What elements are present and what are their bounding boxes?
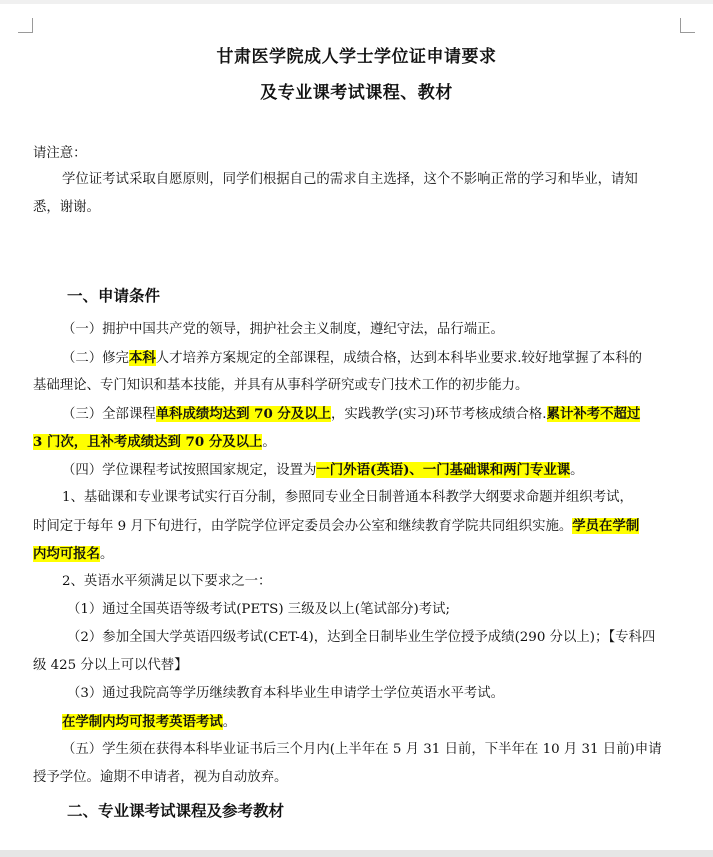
page-bottom-edge: [0, 850, 713, 857]
text-run: （四）学位课程考试按照国家规定，设置为: [62, 463, 317, 478]
note-1-line2: [33, 516, 639, 537]
section1-heading: 一、申请条件: [67, 286, 161, 305]
text-run: 时间定于每年 9 月下旬进行，由学院学位评定委员会办公室和继续教育学院共同组织实施。: [33, 519, 573, 534]
highlight-makeup-score: 3 门次，且补考成绩达到 70 分及以上: [33, 434, 263, 450]
english-note: [62, 712, 236, 733]
highlight-enrollment-cont: 内均可报名: [33, 546, 100, 562]
highlight-score-requirement: 单科成绩均达到 70 分及以上: [155, 406, 331, 422]
condition-5-line1: （五）学生须在获得本科毕业证书后三个月内(上半年在 5 月 31 日前，下半年在 10 月 31 日前)申请: [62, 742, 662, 757]
text-run: 人才培养方案规定的全部课程，成绩合格，达到本科毕业要求.较好地掌握了本科的: [155, 351, 643, 366]
text-run: 。: [99, 547, 114, 562]
english-option-1: （1）通过全国英语等级考试(PETS) 三级及以上(笔试部分)考试;: [67, 602, 451, 617]
text-run: （三）全部课程: [62, 407, 156, 422]
condition-2-line2: 基础理论、专门知识和基本技能，并具有从事科学研究或专门技术工作的初步能力。: [33, 378, 529, 393]
text-run: （二）修完: [62, 351, 129, 366]
notice-body-line2: 悉，谢谢。: [33, 200, 100, 215]
highlight-makeup-limit: 累计补考不超过: [546, 406, 641, 422]
note-1-line1: 1、基础课和专业课考试实行百分制，参照同专业全日制普通本科教学大纲要求命题并组织考试，: [62, 490, 633, 505]
margin-corner-marker-left: [18, 18, 33, 33]
highlight-undergrad: 本科: [128, 350, 156, 366]
note-2: 2、英语水平须满足以下要求之一：: [62, 574, 272, 589]
document-title: 甘肃医学院成人学士学位证申请要求: [216, 47, 497, 67]
english-option-3: （3）通过我院高等学历继续教育本科毕业生申请学士学位英语水平考试。: [67, 686, 505, 701]
notice-label: 请注意：: [33, 146, 87, 161]
condition-3-line2: [33, 432, 276, 453]
highlight-enrollment: 学员在学制: [572, 518, 640, 534]
text-run: 。: [262, 435, 276, 450]
section2-heading: 二、专业课考试课程及参考教材: [67, 801, 285, 820]
text-run: 。: [570, 463, 584, 478]
margin-corner-marker-right: [680, 18, 695, 33]
condition-4: [62, 460, 584, 481]
condition-3-line1: [62, 404, 640, 425]
text-run: ，实践教学(实习)环节考核成绩合格.: [331, 407, 547, 422]
page-top-edge: [0, 0, 713, 4]
text-run: 。: [222, 715, 237, 730]
notice-body-line1: 学位证考试采取自愿原则，同学们根据自己的需求自主选择，这个不影响正常的学习和毕业，请知: [62, 172, 638, 187]
english-option-2-line1: （2）参加全国大学英语四级考试(CET-4)，达到全日制毕业生学位授予成绩(290 分以上)；【专科四: [67, 630, 656, 645]
condition-5-line2: 授予学位。逾期不申请者，视为自动放弃。: [33, 770, 288, 785]
condition-2-line1: [62, 348, 642, 369]
highlight-english-exam: 在学制内均可报考英语考试: [62, 714, 223, 730]
highlight-degree-courses: 一门外语(英语)、一门基础课和两门专业课: [316, 462, 571, 478]
note-1-line3: [33, 544, 113, 565]
condition-1: （一）拥护中国共产党的领导，拥护社会主义制度，遵纪守法，品行端正。: [62, 322, 504, 337]
document-subtitle: 及专业课考试课程、教材: [260, 83, 453, 103]
english-option-2-line2: 级 425 分以上可以代替】: [33, 658, 188, 673]
